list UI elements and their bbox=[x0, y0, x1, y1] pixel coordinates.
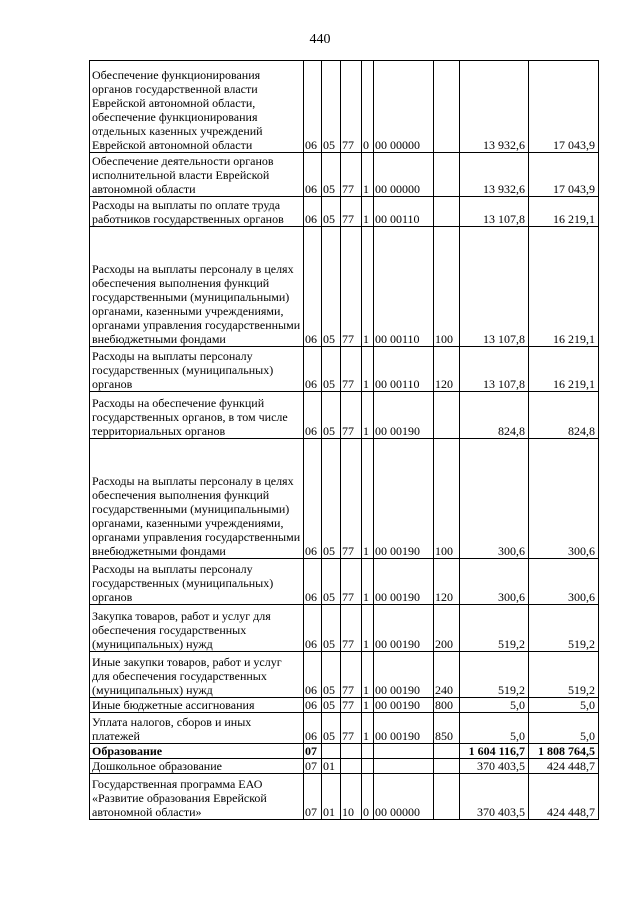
subsection-code: 01 bbox=[322, 774, 341, 820]
section-code: 06 bbox=[304, 713, 322, 744]
row-name: Обеспечение функционирования органов государственной власти Еврейской автономной области, обеспечение функционирования отдельных казенных учреждений Еврейской автономной области bbox=[90, 61, 304, 153]
amount-year-1: 519,2 bbox=[460, 605, 529, 652]
subsection-code: 05 bbox=[322, 197, 341, 227]
program-code: 77 bbox=[341, 713, 362, 744]
table-row bbox=[90, 774, 599, 820]
table-row bbox=[90, 559, 599, 605]
section-code: 07 bbox=[304, 774, 322, 820]
section-code: 06 bbox=[304, 392, 322, 439]
subsection-code: 05 bbox=[322, 698, 341, 713]
program-code bbox=[341, 759, 362, 774]
amount-year-1: 13 107,8 bbox=[460, 347, 529, 392]
row-name: Расходы на выплаты персоналу государственных (муниципальных) органов bbox=[90, 347, 304, 392]
subsection-code: 05 bbox=[322, 559, 341, 605]
subsection-code: 05 bbox=[322, 392, 341, 439]
program-code: 77 bbox=[341, 439, 362, 559]
amount-year-2: 300,6 bbox=[529, 439, 599, 559]
table-row bbox=[90, 759, 599, 774]
table-row bbox=[90, 652, 599, 698]
row-name: Обеспечение деятельности органов исполнительной власти Еврейской автономной области bbox=[90, 153, 304, 197]
amount-year-1: 1 604 116,7 bbox=[460, 744, 529, 759]
subprogram-code: 0 bbox=[362, 774, 374, 820]
direction-code: 00 00190 bbox=[374, 439, 434, 559]
expense-type-code: 240 bbox=[434, 652, 460, 698]
table-row bbox=[90, 439, 599, 559]
subsection-code: 01 bbox=[322, 759, 341, 774]
expense-type-code bbox=[434, 153, 460, 197]
subsection-code: 05 bbox=[322, 347, 341, 392]
expense-type-code: 800 bbox=[434, 698, 460, 713]
subprogram-code: 1 bbox=[362, 347, 374, 392]
direction-code: 00 00190 bbox=[374, 559, 434, 605]
program-code: 77 bbox=[341, 605, 362, 652]
amount-year-2: 17 043,9 bbox=[529, 61, 599, 153]
row-name: Расходы на обеспечение функций государственных органов, в том числе территориальных органов bbox=[90, 392, 304, 439]
expense-type-code bbox=[434, 197, 460, 227]
direction-code: 00 00000 bbox=[374, 153, 434, 197]
amount-year-2: 519,2 bbox=[529, 605, 599, 652]
subprogram-code: 1 bbox=[362, 652, 374, 698]
subprogram-code: 1 bbox=[362, 698, 374, 713]
page-number: 440 bbox=[309, 32, 331, 47]
expense-type-code bbox=[434, 61, 460, 153]
section-code: 06 bbox=[304, 439, 322, 559]
expense-type-code: 100 bbox=[434, 227, 460, 347]
row-name: Расходы на выплаты по оплате труда работников государственных органов bbox=[90, 197, 304, 227]
program-code: 77 bbox=[341, 227, 362, 347]
expense-type-code: 120 bbox=[434, 559, 460, 605]
subprogram-code: 1 bbox=[362, 439, 374, 559]
program-code: 10 bbox=[341, 774, 362, 820]
subsection-code bbox=[322, 744, 341, 759]
amount-year-1: 300,6 bbox=[460, 439, 529, 559]
program-code bbox=[341, 744, 362, 759]
subprogram-code bbox=[362, 744, 374, 759]
table-row bbox=[90, 347, 599, 392]
section-code: 06 bbox=[304, 227, 322, 347]
direction-code: 00 00190 bbox=[374, 713, 434, 744]
subprogram-code: 0 bbox=[362, 61, 374, 153]
expense-type-code: 120 bbox=[434, 347, 460, 392]
amount-year-1: 824,8 bbox=[460, 392, 529, 439]
subprogram-code: 1 bbox=[362, 605, 374, 652]
table-row bbox=[90, 744, 599, 759]
amount-year-2: 300,6 bbox=[529, 559, 599, 605]
section-code: 06 bbox=[304, 698, 322, 713]
table-row bbox=[90, 713, 599, 744]
amount-year-1: 13 932,6 bbox=[460, 153, 529, 197]
direction-code: 00 00190 bbox=[374, 652, 434, 698]
program-code: 77 bbox=[341, 197, 362, 227]
subprogram-code: 1 bbox=[362, 197, 374, 227]
row-name: Государственная программа ЕАО «Развитие образования Еврейской автономной области» bbox=[90, 774, 304, 820]
subprogram-code: 1 bbox=[362, 559, 374, 605]
direction-code: 00 00190 bbox=[374, 698, 434, 713]
subsection-code: 05 bbox=[322, 652, 341, 698]
direction-code bbox=[374, 744, 434, 759]
section-code: 06 bbox=[304, 61, 322, 153]
section-code: 06 bbox=[304, 559, 322, 605]
table-row bbox=[90, 197, 599, 227]
subsection-code: 05 bbox=[322, 227, 341, 347]
direction-code: 00 00110 bbox=[374, 227, 434, 347]
amount-year-2: 16 219,1 bbox=[529, 347, 599, 392]
direction-code: 00 00190 bbox=[374, 605, 434, 652]
amount-year-1: 13 107,8 bbox=[460, 197, 529, 227]
table-row bbox=[90, 227, 599, 347]
amount-year-2: 5,0 bbox=[529, 698, 599, 713]
subsection-code: 05 bbox=[322, 61, 341, 153]
expense-type-code bbox=[434, 744, 460, 759]
row-name: Расходы на выплаты персоналу в целях обеспечения выполнения функций государственными (муниципальными) органами, казенными учреждениями, органами управления государственными внебюджетными фондами bbox=[90, 439, 304, 559]
expense-type-code bbox=[434, 774, 460, 820]
amount-year-1: 5,0 bbox=[460, 698, 529, 713]
subprogram-code bbox=[362, 759, 374, 774]
section-code: 06 bbox=[304, 652, 322, 698]
amount-year-1: 5,0 bbox=[460, 713, 529, 744]
row-name: Закупка товаров, работ и услуг для обеспечения государственных (муниципальных) нужд bbox=[90, 605, 304, 652]
amount-year-1: 300,6 bbox=[460, 559, 529, 605]
amount-year-1: 13 932,6 bbox=[460, 61, 529, 153]
subprogram-code: 1 bbox=[362, 392, 374, 439]
amount-year-2: 519,2 bbox=[529, 652, 599, 698]
program-code: 77 bbox=[341, 559, 362, 605]
section-code: 07 bbox=[304, 744, 322, 759]
direction-code: 00 00000 bbox=[374, 774, 434, 820]
amount-year-2: 1 808 764,5 bbox=[529, 744, 599, 759]
subprogram-code: 1 bbox=[362, 713, 374, 744]
expense-type-code bbox=[434, 392, 460, 439]
table-row bbox=[90, 605, 599, 652]
table-row bbox=[90, 392, 599, 439]
amount-year-2: 824,8 bbox=[529, 392, 599, 439]
row-name: Иные закупки товаров, работ и услуг для обеспечения государственных (муниципальных) нужд bbox=[90, 652, 304, 698]
amount-year-1: 370 403,5 bbox=[460, 774, 529, 820]
section-code: 06 bbox=[304, 605, 322, 652]
row-name: Образование bbox=[90, 744, 304, 759]
subprogram-code: 1 bbox=[362, 153, 374, 197]
section-code: 06 bbox=[304, 153, 322, 197]
program-code: 77 bbox=[341, 347, 362, 392]
amount-year-2: 5,0 bbox=[529, 713, 599, 744]
expense-type-code: 100 bbox=[434, 439, 460, 559]
table-row bbox=[90, 153, 599, 197]
table-row bbox=[90, 698, 599, 713]
program-code: 77 bbox=[341, 61, 362, 153]
amount-year-2: 16 219,1 bbox=[529, 227, 599, 347]
program-code: 77 bbox=[341, 153, 362, 197]
direction-code: 00 00190 bbox=[374, 392, 434, 439]
direction-code: 00 00110 bbox=[374, 347, 434, 392]
subsection-code: 05 bbox=[322, 439, 341, 559]
expense-type-code: 850 bbox=[434, 713, 460, 744]
row-name: Иные бюджетные ассигнования bbox=[90, 698, 304, 713]
subsection-code: 05 bbox=[322, 153, 341, 197]
expense-type-code: 200 bbox=[434, 605, 460, 652]
row-name: Уплата налогов, сборов и иных платежей bbox=[90, 713, 304, 744]
row-name: Расходы на выплаты персоналу в целях обеспечения выполнения функций государственными (муниципальными) органами, казенными учреждениями, органами управления государственными внебюджетными фондами bbox=[90, 227, 304, 347]
amount-year-2: 16 219,1 bbox=[529, 197, 599, 227]
subprogram-code: 1 bbox=[362, 227, 374, 347]
amount-year-2: 424 448,7 bbox=[529, 774, 599, 820]
section-code: 06 bbox=[304, 197, 322, 227]
program-code: 77 bbox=[341, 652, 362, 698]
budget-rows bbox=[90, 61, 599, 820]
amount-year-2: 424 448,7 bbox=[529, 759, 599, 774]
amount-year-1: 13 107,8 bbox=[460, 227, 529, 347]
program-code: 77 bbox=[341, 698, 362, 713]
amount-year-2: 17 043,9 bbox=[529, 153, 599, 197]
direction-code: 00 00000 bbox=[374, 61, 434, 153]
direction-code: 00 00110 bbox=[374, 197, 434, 227]
subsection-code: 05 bbox=[322, 605, 341, 652]
table-row bbox=[90, 61, 599, 153]
amount-year-1: 519,2 bbox=[460, 652, 529, 698]
section-code: 06 bbox=[304, 347, 322, 392]
budget-table bbox=[89, 60, 599, 820]
program-code: 77 bbox=[341, 392, 362, 439]
row-name: Расходы на выплаты персоналу государственных (муниципальных) органов bbox=[90, 559, 304, 605]
subsection-code: 05 bbox=[322, 713, 341, 744]
direction-code bbox=[374, 759, 434, 774]
expense-type-code bbox=[434, 759, 460, 774]
amount-year-1: 370 403,5 bbox=[460, 759, 529, 774]
section-code: 07 bbox=[304, 759, 322, 774]
row-name: Дошкольное образование bbox=[90, 759, 304, 774]
